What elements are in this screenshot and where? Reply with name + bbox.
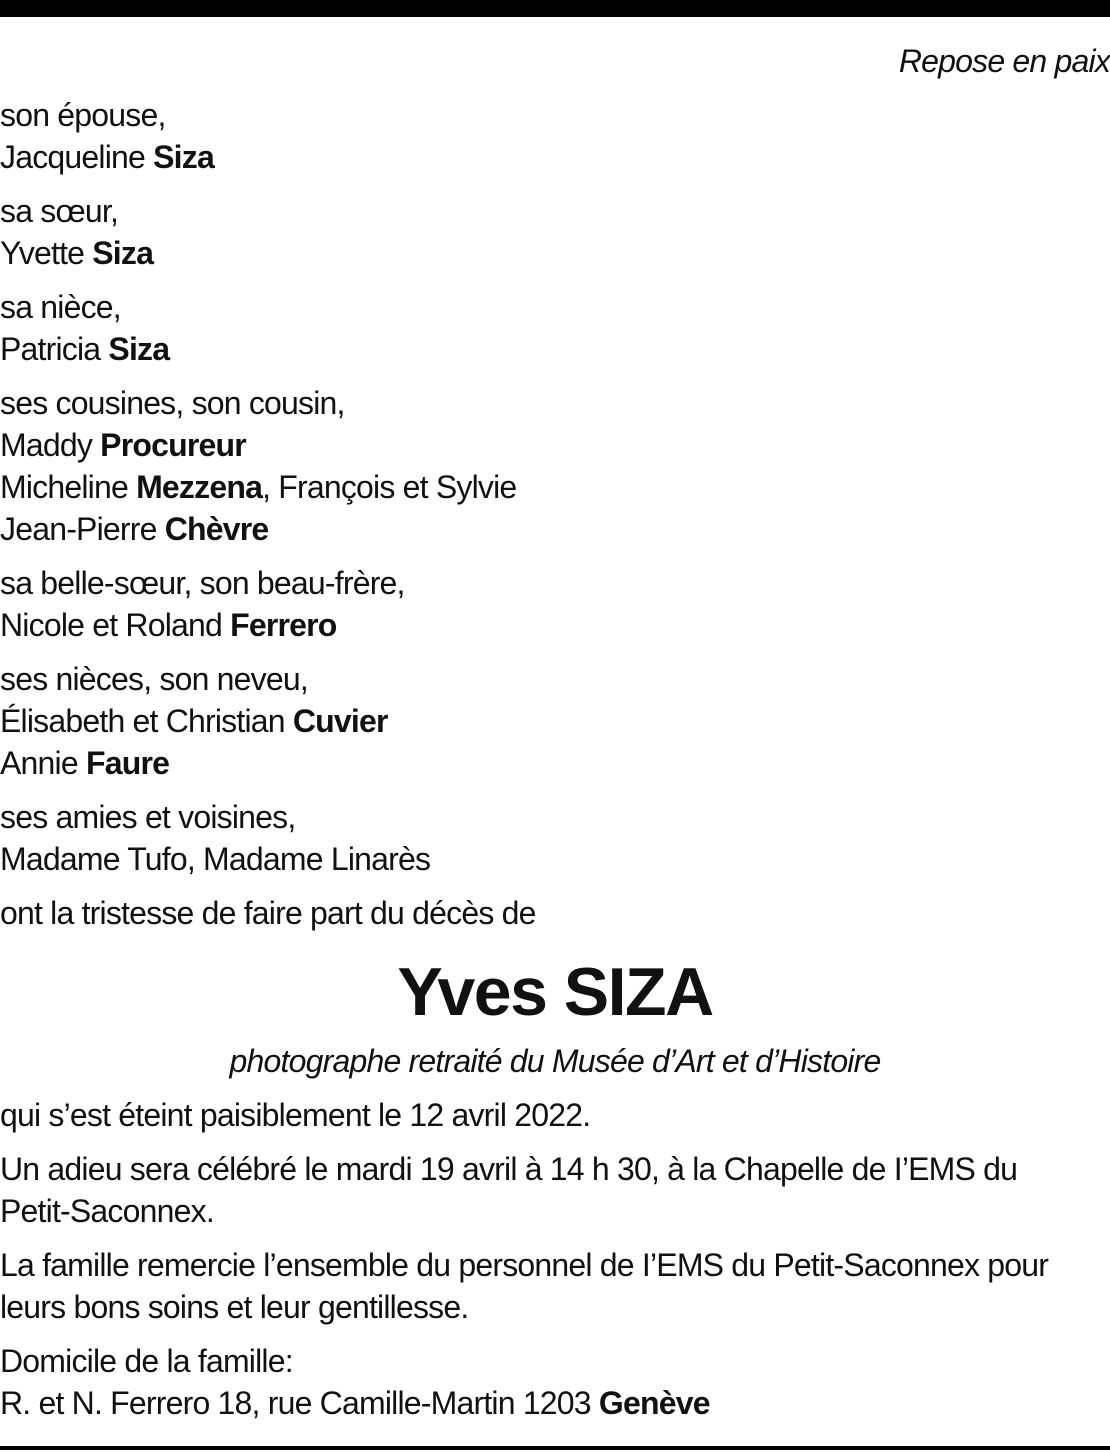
ceremony-notice: Un adieu sera célébré le mardi 19 avril à 14 h 30, à la Chapelle de I’EMS du Petit-Saconnex. [0, 1151, 1018, 1229]
family-surname: Mezzena [136, 469, 263, 505]
family-member: Jacqueline Siza [0, 139, 214, 175]
relation-label: sa sœur, [0, 193, 119, 229]
family-member: Madame Tufo, Madame Linarès [0, 841, 431, 877]
family-group [0, 658, 1110, 784]
family-group [0, 796, 1110, 880]
obituary-notice [0, 40, 1110, 1436]
deceased-name: Yves SIZA [397, 954, 713, 1030]
family-member: Jean-Pierre Chèvre [0, 511, 269, 547]
family-group [0, 382, 1110, 550]
epitaph: Repose en paix [898, 43, 1110, 79]
family-surname: Siza [108, 331, 170, 367]
relation-label: ses cousines, son cousin, [0, 385, 345, 421]
family-group [0, 562, 1110, 646]
domicile-address: R. et N. Ferrero 18, rue Camille-Martin 1203 [0, 1385, 591, 1421]
family-group [0, 190, 1110, 274]
family-member: Nicole et Roland Ferrero [0, 607, 337, 643]
family-member: Micheline Mezzena, François et Sylvie [0, 469, 517, 505]
thanks-notice: La famille remercie l’ensemble du personnel de I’EMS du Petit-Saconnex pour leurs bons soins et leur gentillesse. [0, 1247, 1049, 1325]
top-rule [0, 0, 1110, 17]
family-surname: Chèvre [164, 511, 269, 547]
death-date-line: qui s’est éteint paisiblement le 12 avril 2022. [0, 1097, 591, 1133]
bottom-rule [0, 1446, 1110, 1450]
domicile-city: Genève [598, 1385, 710, 1421]
relation-label: ses nièces, son neveu, [0, 661, 308, 697]
family-member: Yvette Siza [0, 235, 154, 271]
family-member: Patricia Siza [0, 331, 170, 367]
family-member: Annie Faure [0, 745, 170, 781]
family-surname: Siza [92, 235, 154, 271]
family-surname: Cuvier [292, 703, 388, 739]
announcement: ont la tristesse de faire part du décès de [0, 895, 536, 931]
deceased-title: photographe retraité du Musée d’Art et d’Histoire [229, 1043, 881, 1079]
family-surname: Ferrero [230, 607, 337, 643]
family-surname: Faure [85, 745, 170, 781]
relation-label: ses amies et voisines, [0, 799, 296, 835]
family-group [0, 286, 1110, 370]
family-group [0, 94, 1110, 178]
domicile-label: Domicile de la famille: [0, 1343, 293, 1379]
relation-label: sa belle-sœur, son beau-frère, [0, 565, 405, 601]
deceased-block [0, 956, 1110, 1082]
family-surname: Siza [153, 139, 214, 175]
relation-label: sa nièce, [0, 289, 121, 325]
family-domicile [0, 1340, 1110, 1424]
relation-label: son épouse, [0, 97, 166, 133]
family-surname: Procureur [100, 427, 246, 463]
family-member: Maddy Procureur [0, 427, 246, 463]
family-member: Élisabeth et Christian Cuvier [0, 703, 388, 739]
